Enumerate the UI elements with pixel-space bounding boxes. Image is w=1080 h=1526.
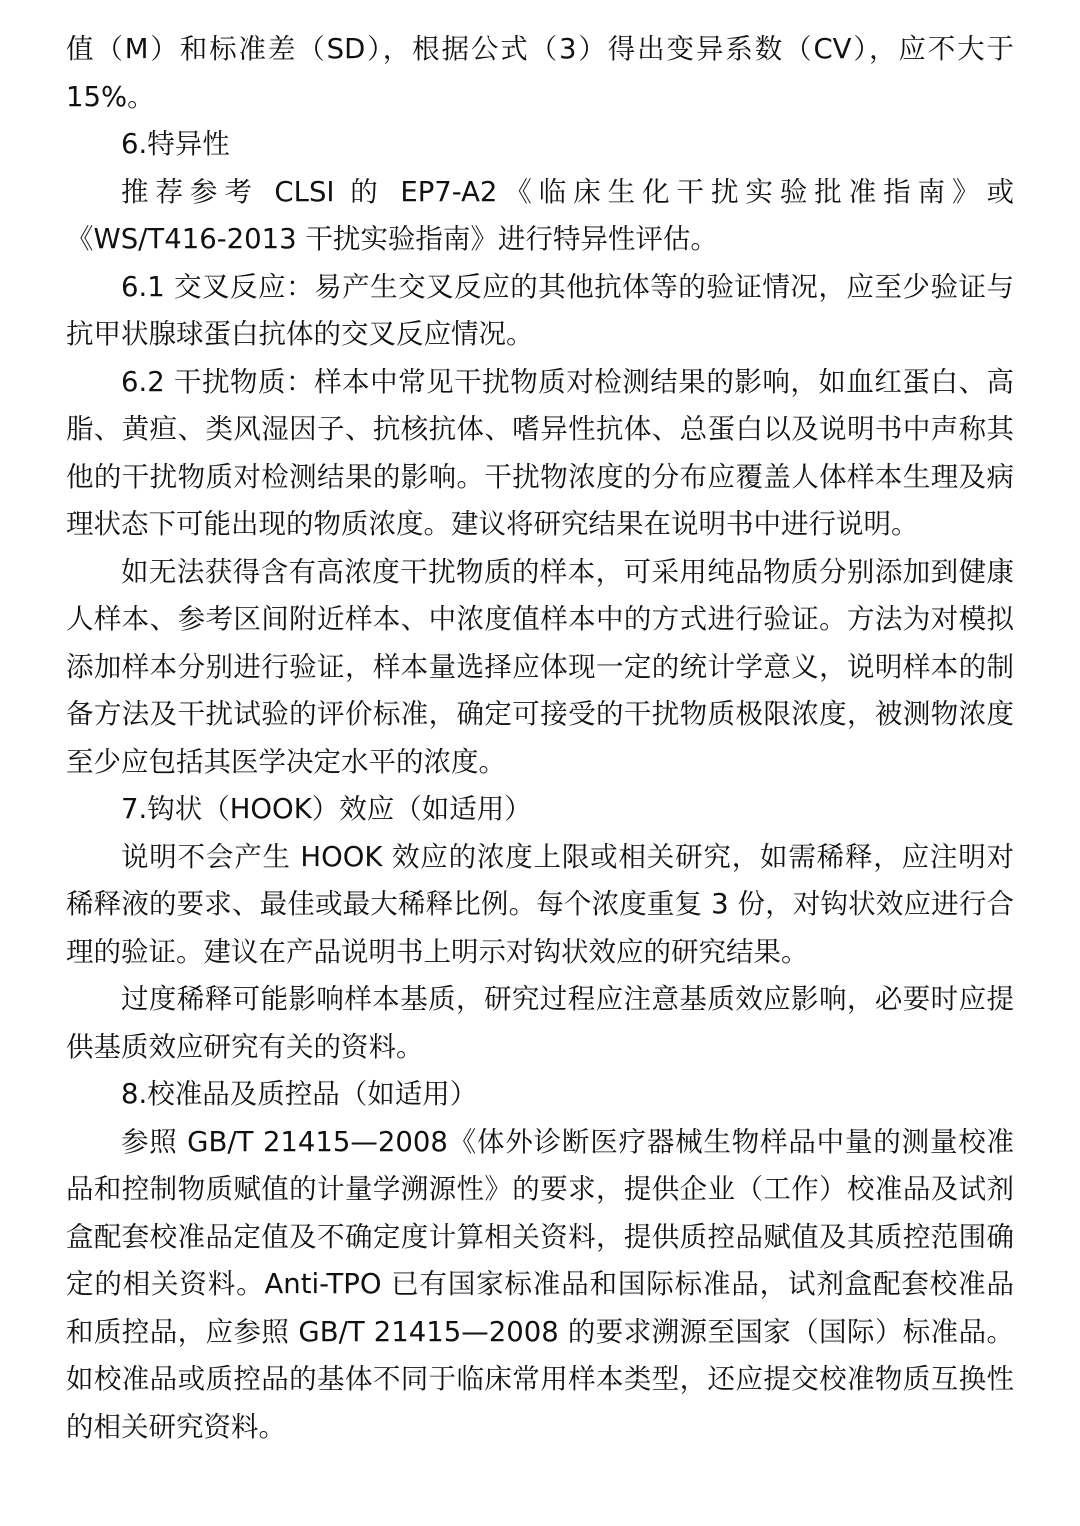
paragraph-hook-effect-study: 说明不会产生 HOOK 效应的浓度上限或相关研究，如需稀释，应注明对稀释液的要求、最佳或最大稀释比例。每个浓度重复 3 份，对钩状效应进行合理的验证。建议在产品说明书上明示对钩状效应的研究结果。 <box>66 840 1014 968</box>
paragraph-spiked-samples: 如无法获得含有高浓度干扰物质的样本，可采用纯品物质分别添加到健康人样本、参考区间附近样本、中浓度值样本中的方式进行验证。方法为对模拟添加样本分别进行验证，样本量选择应体现一定的统计学意义，说明样本的制备方法及干扰试验的评价标准，确定可接受的干扰物质极限浓度，被测物浓度至少应包括其医学决定水平的浓度。 <box>66 555 1014 778</box>
document-page <box>66 26 1014 1451</box>
paragraph-cross-reaction: 6.1 交叉反应：易产生交叉反应的其他抗体等的验证情况，应至少验证与抗甲状腺球蛋白抗体的交叉反应情况。 <box>66 270 1014 350</box>
paragraph-matrix-effect: 过度稀释可能影响样本基质，研究过程应注意基质效应影响，必要时应提供基质效应研究有关的资料。 <box>66 983 1014 1063</box>
paragraph-traceability: 参照 GB/T 21415—2008《体外诊断医疗器械生物样品中量的测量校准品和控制物质赋值的计量学溯源性》的要求，提供企业（工作）校准品及试剂盒配套校准品定值及不确定度计算相关资料，提供质控品赋值及其质控范围确定的相关资料。Anti-TPO 已有国家标准品和国际标准品，试剂盒配套校准品和质控品，应参照 GB/T 21415—2008 的要求溯源至国家（国际）标准品。如校准品或质控品的基体不同于临床常用样本类型，还应提交校准物质互换性的相关研究资料。 <box>66 1125 1014 1443</box>
heading-specificity: 6.特异性 <box>121 128 230 160</box>
paragraph-cv-continuation: 值（M）和标准差（SD），根据公式（3）得出变异系数（CV），应不大于15%。 <box>66 33 1014 113</box>
heading-hook-effect: 7.钩状（HOOK）效应（如适用） <box>121 793 532 825</box>
paragraph-specificity-reference: 推荐参考 CLSI 的 EP7-A2《临床生化干扰实验批准指南》或《WS/T416-2013 干扰实验指南》进行特异性评估。 <box>66 175 1014 255</box>
paragraph-interfering-substances: 6.2 干扰物质：样本中常见干扰物质对检测结果的影响，如血红蛋白、高脂、黄疸、类风湿因子、抗核抗体、嗜异性抗体、总蛋白以及说明书中声称其他的干扰物质对检测结果的影响。干扰物浓度的分布应覆盖人体样本生理及病理状态下可能出现的物质浓度。建议将研究结果在说明书中进行说明。 <box>66 365 1014 540</box>
heading-calibrators-controls: 8.校准品及质控品（如适用） <box>121 1078 478 1110</box>
